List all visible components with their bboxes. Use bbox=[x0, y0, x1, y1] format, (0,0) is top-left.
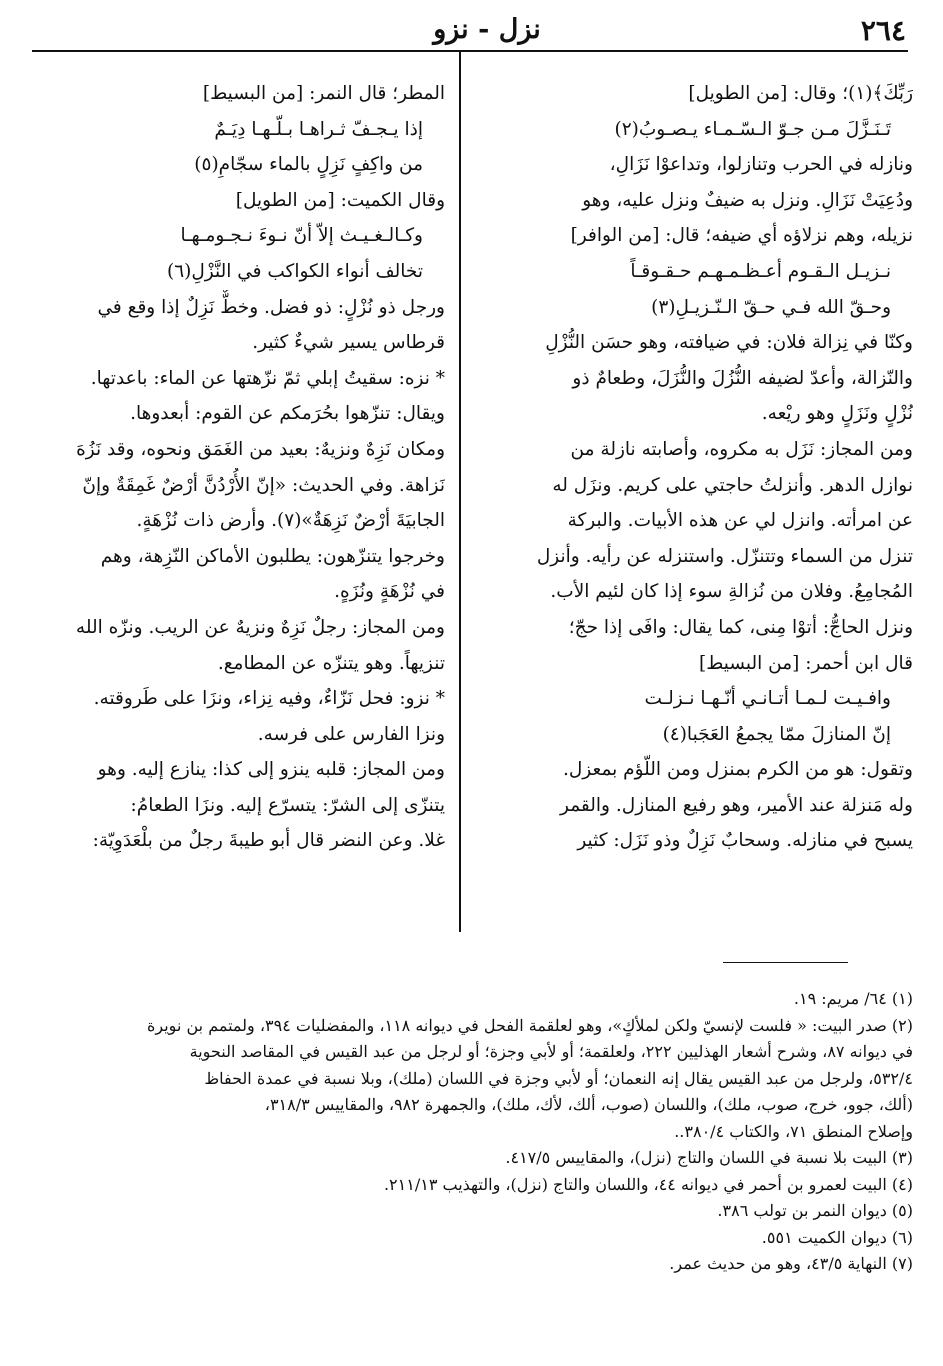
footnote-line: في ديوانه ٨٧، وشرح أشعار الهذليين ٢٢٢، ولعلقمة؛ أو لأبي وجزة؛ أو لرجل من عبد القيس في المقاصد النحوية bbox=[189, 1042, 913, 1061]
text-line: رَبِّكَ﴾(١)؛ وقال: [من الطويل] bbox=[688, 83, 913, 104]
footnote-line: (٣) البيت بلا نسبة في اللسان والتاج (نزل)، والمقاييس ٤١٧/٥. bbox=[505, 1148, 913, 1167]
text-line: ونزا الفارس على فرسه. bbox=[257, 723, 445, 745]
text-line: في نُزْهَةٍ ونُزَهٍ. bbox=[334, 581, 445, 603]
text-line: وكنّا في نِزالة فلان: في ضيافته، وهو حسَن النُّزْلِ bbox=[545, 332, 913, 354]
footnote-rule bbox=[723, 962, 848, 963]
text-line: ومن المجاز: نَزَل به مكروه، وأصابته نازلة من bbox=[570, 438, 913, 460]
page-number: ٢٦٤ bbox=[860, 14, 906, 47]
text-line: المطر؛ قال النمر: [من البسيط] bbox=[202, 83, 445, 104]
text-line: تنزيهاً. وهو يتنزّه عن المطامع. bbox=[217, 652, 445, 674]
text-line: وخرجوا يتنزّهون: يطلبون الأماكن النّزِهة، وهم bbox=[100, 545, 445, 567]
footnotes bbox=[33, 986, 913, 1278]
text-line: ونزل الحاجُّ: أتوْا مِنى، كما يقال: وافَى إذا حجّ؛ bbox=[568, 616, 913, 638]
footnote-line: (١) ٦٤/ مريم: ١٩. bbox=[793, 989, 913, 1008]
footnote-line: (٥) ديوان النمر بن تولب ٣٨٦. bbox=[717, 1201, 913, 1220]
text-line: وقال الكميت: [من الطويل] bbox=[235, 189, 445, 211]
footnote-line: (ألك، جوو، خرج، صوب، ملك)، واللسان (صوب، ألك، لأك، ملك)، والجمهرة ٩٨٢، والمقاييس ٣١٨/٣، bbox=[264, 1095, 913, 1114]
footnote-line: (٦) ديوان الكميت ٥٥١. bbox=[761, 1227, 913, 1247]
text-line: نزيله، وهم نزلاؤه أي ضيفه؛ قال: [من الوافر] bbox=[570, 225, 913, 247]
text-line: إذا يـجـفّ ثـراهـا بـلّـهـا دِيَـمٌ bbox=[214, 118, 423, 140]
text-line: * نزو: فحل نَزّاءٌ، وفيه نِزاء، ونزَا على طَروقته. bbox=[93, 688, 445, 710]
text-line: نَزاهة. وفي الحديث: «إنّ الأُرْدُنَّ أرْضٌ غَمِقَةٌ وإنّ bbox=[82, 474, 445, 496]
text-line: عن امرأته. وانزل لي عن هذه الأبيات. والبركة bbox=[567, 510, 913, 532]
text-line: يتنزّى إلى الشرّ: يتسرّع إليه. ونزَا الطعامُ: bbox=[130, 794, 445, 816]
text-line: ورجل ذو نُزْلٍ: ذو فضل. وخطٌّ نَزِلٌ إذا وقع في bbox=[97, 296, 445, 318]
text-line: ويقال: تنزّهوا بحُرَمكم عن القوم: أبعدوها. bbox=[130, 403, 445, 425]
footnote-line: وإصلاح المنطق ٧١، والكتاب ٣٨٠/٤.. bbox=[674, 1121, 913, 1141]
text-line: ونازله في الحرب وتنازلوا، وتداعوْا نَزَالِ، bbox=[609, 154, 913, 176]
text-line: نُزْلٍ ونَزَلٍ وهو ريْعه. bbox=[761, 403, 913, 425]
text-line: وتقول: هو من الكرم بمنزل ومن اللّؤم بمعزل. bbox=[562, 759, 913, 781]
footnote-line: (٤) البيت لعمرو بن أحمر في ديوانه ٤٤، واللسان والتاج (نزل)، والتهذيب ٢١١/١٣. bbox=[383, 1174, 913, 1194]
footnote-line: ٥٣٢/٤، ولرجل من عبد القيس يقال إنه النعمان؛ أو لأبي وجزة في اللسان (ملك)، وبلا نسبة في عمدة الحفاظ bbox=[204, 1068, 913, 1088]
page-header bbox=[30, 10, 906, 50]
text-line: تنزل من السماء وتتنزّل. واستنزله عن رأيه. وأنزل bbox=[536, 545, 913, 567]
text-line: إنّ المنازلَ ممّا يجمعُ العَجَبا(٤) bbox=[662, 723, 891, 745]
text-line: الجابيَةَ أرْضٌ نَزِهَةٌ»(٧). وأرض ذات نُزْهَةٍ. bbox=[136, 510, 445, 532]
text-line: ومكان نَزِهٌ ونزيهٌ: بعيد من الغَمَق ونحوه، وقد نَزُهَ bbox=[76, 438, 445, 460]
text-line: والنّزالة، وأعدّ لضيفه النُّزُلَ والنُّزَلَ، وطعامٌ ذو bbox=[572, 367, 913, 389]
footnote-line: (٢) صدر البيت: « فلست لإنسيّ ولكن لملأكٍ»، وهو لعلقمة الفحل في ديوانه ١١٨، والمفضليات ٣٩٤، ولمتمم بن نويرة bbox=[147, 1015, 913, 1035]
text-line: من واكِفٍ نَزِلٍ بالماء سجّامِ(٥) bbox=[194, 154, 423, 176]
text-line: غلا. وعن النضر قال أبو طيبةَ رجلٌ من بلْعَدَوِيّة: bbox=[92, 830, 445, 852]
text-line: تخالف أنواء الكواكب في النَّزْلِ(٦) bbox=[166, 260, 423, 282]
text-line: وله مَنزلة عند الأمير، وهو رفيع المنازل. والقمر bbox=[560, 794, 913, 816]
text-line: ومن المجاز: قلبه ينزو إلى كذا: ينازع إليه. وهو bbox=[97, 759, 445, 781]
text-line: المُجامِعُ. وفلان من نُزالةِ سوء إذا كان لئيم الأب. bbox=[550, 581, 913, 603]
text-line: وافـيـت لـمـا أتـانـي أنّـهـا نـزلـت bbox=[644, 688, 891, 710]
right-column bbox=[501, 76, 913, 936]
text-line: ومن المجاز: رجلٌ نَزِهٌ ونزيهٌ عن الريب. ونزّه الله bbox=[75, 616, 445, 638]
text-line: وكـالـغـيـث إلاّ أنّ نـوءَ نـجـومـهـا bbox=[180, 225, 423, 247]
text-line: ودُعِيَتْ نَزَالِ. ونزل به ضيفٌ ونزل عليه، وهو bbox=[582, 189, 913, 211]
text-line: تَـنَـزَّلَ مـن جـوّ الـسّـمـاء يـصـوبُ(٢) bbox=[614, 118, 891, 140]
text-line: قال ابن أحمر: [من البسيط] bbox=[699, 652, 913, 674]
text-line: يسبح في منازله. وسحابٌ نَزِلٌ وذو نَزَل: كثير bbox=[577, 830, 913, 852]
text-line: نوازل الدهر. وأنزلتُ حاجتي على كريم. ونزَل له bbox=[552, 474, 913, 496]
footnote-line: (٧) النهاية ٤٣/٥، وهو من حديث عمر. bbox=[669, 1254, 913, 1273]
text-line: قرطاس يسير شيءٌ كثير. bbox=[252, 332, 445, 354]
left-column bbox=[31, 76, 445, 936]
header-rule bbox=[32, 50, 908, 52]
text-line: * نزه: سقيتُ إبلي ثمّ نزّهتها عن الماء: باعدتها. bbox=[90, 367, 445, 389]
page-title: نزل - نزو bbox=[433, 14, 541, 45]
text-line: وحـقّ الله فـي حـقّ الـنّـزيـلِ(٣) bbox=[651, 296, 891, 318]
text-line: نـزيـل الـقـوم أعـظـمـهـم حـقـوقـاً bbox=[630, 260, 891, 282]
column-divider bbox=[459, 52, 461, 932]
